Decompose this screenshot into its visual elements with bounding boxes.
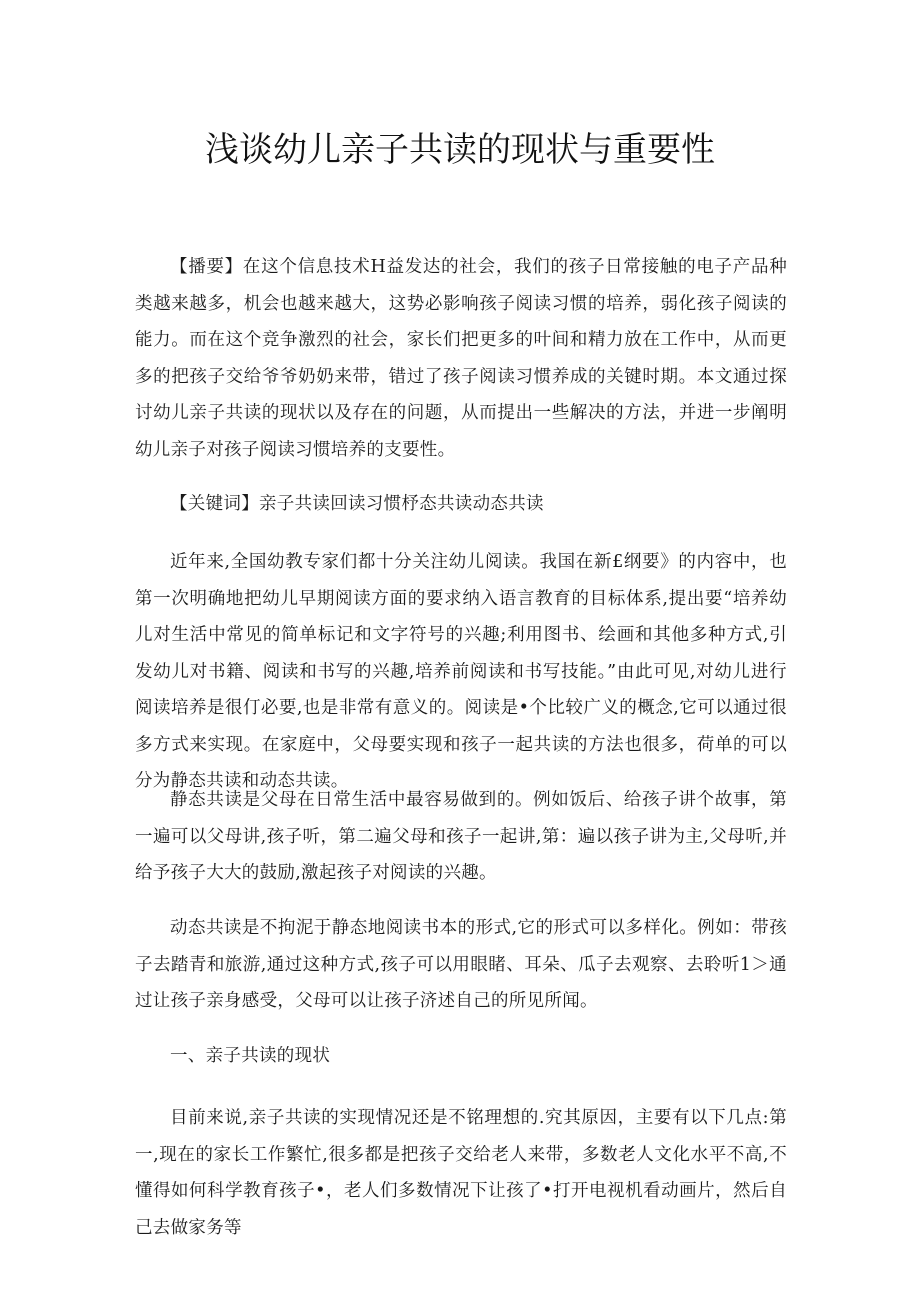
abstract-paragraph: 【播要】在这个信息技术H益发达的社会，我们的孩子日常接触的电子产品种类越来越多，机会也越来越大，这势必影响孩子阅读习惯的培养，弱化孩子阅读的能力。而在这个竞争激烈的社会，家长们把更多的叶间和精力放在工作中，从而更多的把孩子交给爷爷奶奶来带，错过了孩子阅读习惯养成的关键时期。本文通过探讨幼儿亲子共读的现状以及存在的问题，从而提出一些解决的方法，并进一步阐明幼儿亲子对孩子阅读习惯培养的支要性。 [135, 257, 787, 460]
intro-paragraph: 近年来,全国幼教专家们都十分关注幼儿阅读。我国在新£纲要》的内容中，也第一次明确地把幼儿早期阅读方面的要求纳入语言教育的目标体系,提出要“培养幼儿对生活中常见的简单标记和文字符号的兴趣;利用图书、绘画和其他多种方式,引发幼儿对书籍、阅读和书写的兴趣,培养前阅读和书写技能。”由此可见,对幼儿进行阅读培养是很仃必要,也是非常有意义的。阅读是•个比较广义的概念,它可以通过很多方式来实现。在家庭中，父母要实现和孩子一起共读的方法也很多，荷单的可以分为静态共读和动态共读。 [135, 552, 787, 791]
current-status-paragraph: 目前来说,亲子共读的实现情况还是不铭理想的.究其原因，主要有以下几点:第一,现在的家长工作繁忙,很多都是把孩子交给老人来带，多数老人文化水平不高,不懂得如何科学教育孩子•，老人们多数情况下让孩了•打开电视机看动画片，然后自己去做家务等 [135, 1108, 787, 1238]
static-reading-paragraph: 静态共读是父母在日常生活中最容易做到的。例如饭后、给孩子讲个故事，第一遍可以父母讲,孩子听，第二遍父母和孩子一起讲,第：遍以孩子讲为主,父母听,并给予孩子大大的鼓励,激起孩子对阅读的兴趣。 [135, 790, 787, 883]
dynamic-reading-paragraph: 动态共读是不拘泥于静态地阅读书本的形式,它的形式可以多样化。例如：带孩子去踏青和旅游,通过这种方式,孩子可以用眼睹、耳朵、瓜子去观察、去聆听1＞通过让孩子亲身感受，父母可以让孩子济述自己的所见所闻。 [135, 918, 787, 1011]
document-title: 浅谈幼儿亲子共读的现状与重要性 [205, 130, 715, 170]
keywords-paragraph: 【关键词】亲子共读回读习惯杼态共读动态共读 [170, 494, 544, 514]
section-heading: 一、亲子共读的现状 [170, 1046, 331, 1066]
